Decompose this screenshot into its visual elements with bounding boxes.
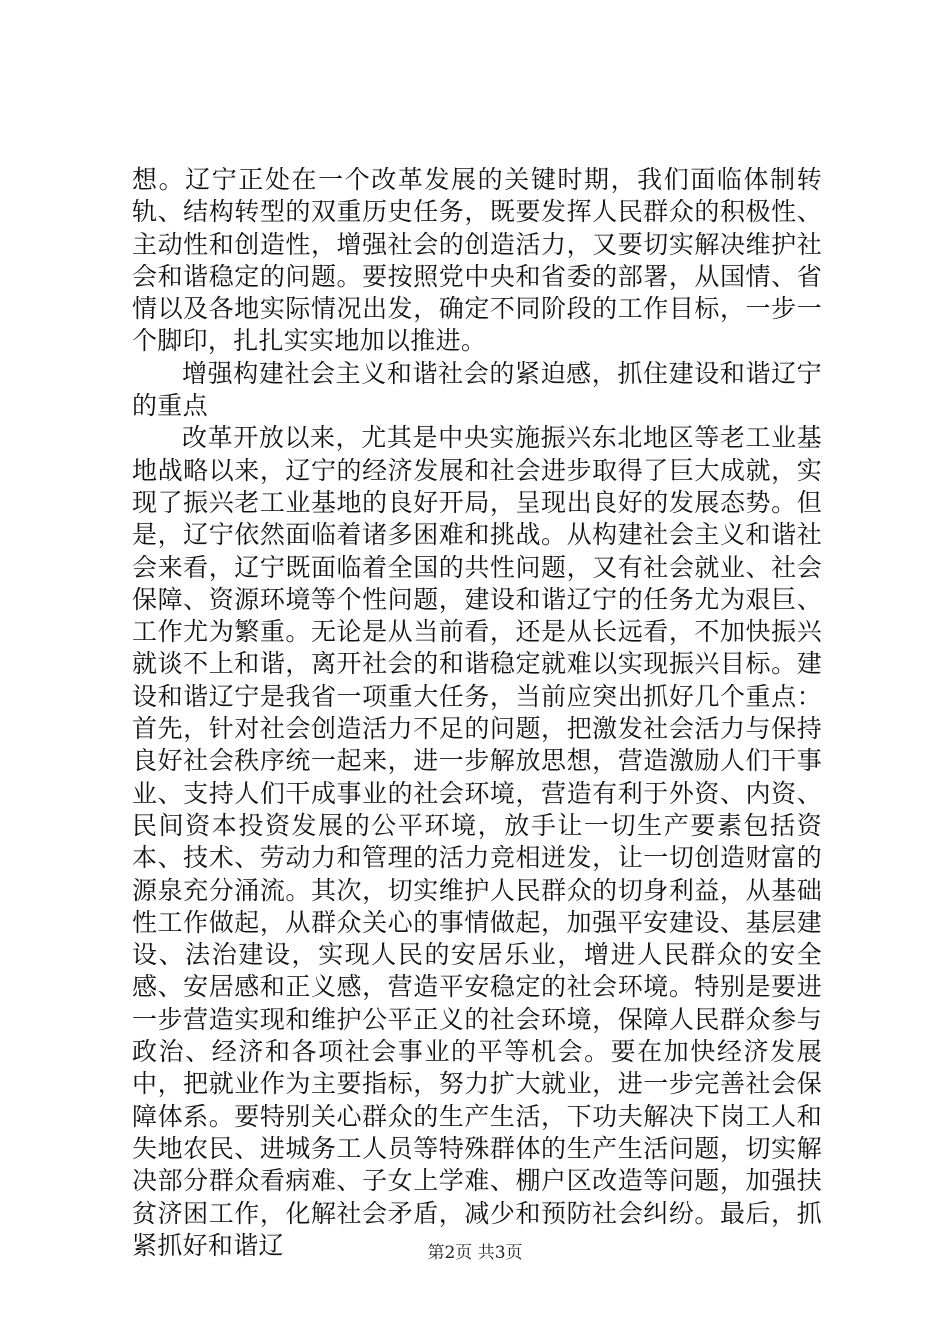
page-footer: 第2页 共3页 <box>427 1243 523 1263</box>
section-heading: 增强构建社会主义和谐社会的紧迫感，抓住建设和谐辽宁的重点 <box>132 358 822 421</box>
paragraph-continuation: 想。辽宁正处在一个改革发展的关键时期，我们面临体制转轨、结构转型的双重历史任务，既要发挥人民群众的积极性、主动性和创造性，增强社会的创造活力，又要切实解决维护社会和谐稳定的问题。要按照党中央和省委的部署，从国情、省情以及各地实际情况出发，确定不同阶段的工作目标，一步一个脚印，扎扎实实地加以推进。 <box>132 165 822 356</box>
paragraph-body: 改革开放以来，尤其是中央实施振兴东北地区等老工业基地战略以来，辽宁的经济发展和社会进步取得了巨大成就，实现了振兴老工业基地的良好开局，呈现出良好的发展态势。但是，辽宁依然面临着诸多困难和挑战。从构建社会主义和谐社会来看，辽宁既面临着全国的共性问题，又有社会就业、社会保障、资源环境等个性问题，建设和谐辽宁的任务尤为艰巨、工作尤为繁重。无论是从当前看，还是从长远看，不加快振兴就谈不上和谐，离开社会的和谐稳定就难以实现振兴目标。建设和谐辽宁是我省一项重大任务，当前应突出抓好几个重点：首先，针对社会创造活力不足的问题，把激发社会活力与保持良好社会秩序统一起来，进一步解放思想，营造激励人们干事业、支持人们干成事业的社会环境，营造有利于外资、内资、民间资本投资发展的公平环境，放手让一切生产要素包括资本、技术、劳动力和管理的活力竞相迸发，让一切创造财富的源泉充分涌流。其次，切实维护人民群众的切身利益，从基础性工作做起，从群众关心的事情做起，加强平安建设、基层建设、法治建设，实现人民的安居乐业，增进人民群众的安全感、安居感和正义感，营造平安稳定的社会环境。特别是要进一步营造实现和维护公平正义的社会环境，保障人民群众参与政治、经济和各项社会事业的平等机会。要在加快经济发展中，把就业作为主要指标，努力扩大就业，进一步完善社会保障体系。要特别关心群众的生产生活，下功夫解决下岗工人和失地农民、进城务工人员等特殊群体的生产生活问题，切实解决部分群众看病难、子女上学难、棚户区改造等问题，加强扶贫济困工作，化解社会矛盾，减少和预防社会纠纷。最后，抓紧抓好和谐辽 <box>132 423 822 1260</box>
document-body <box>132 164 822 1262</box>
